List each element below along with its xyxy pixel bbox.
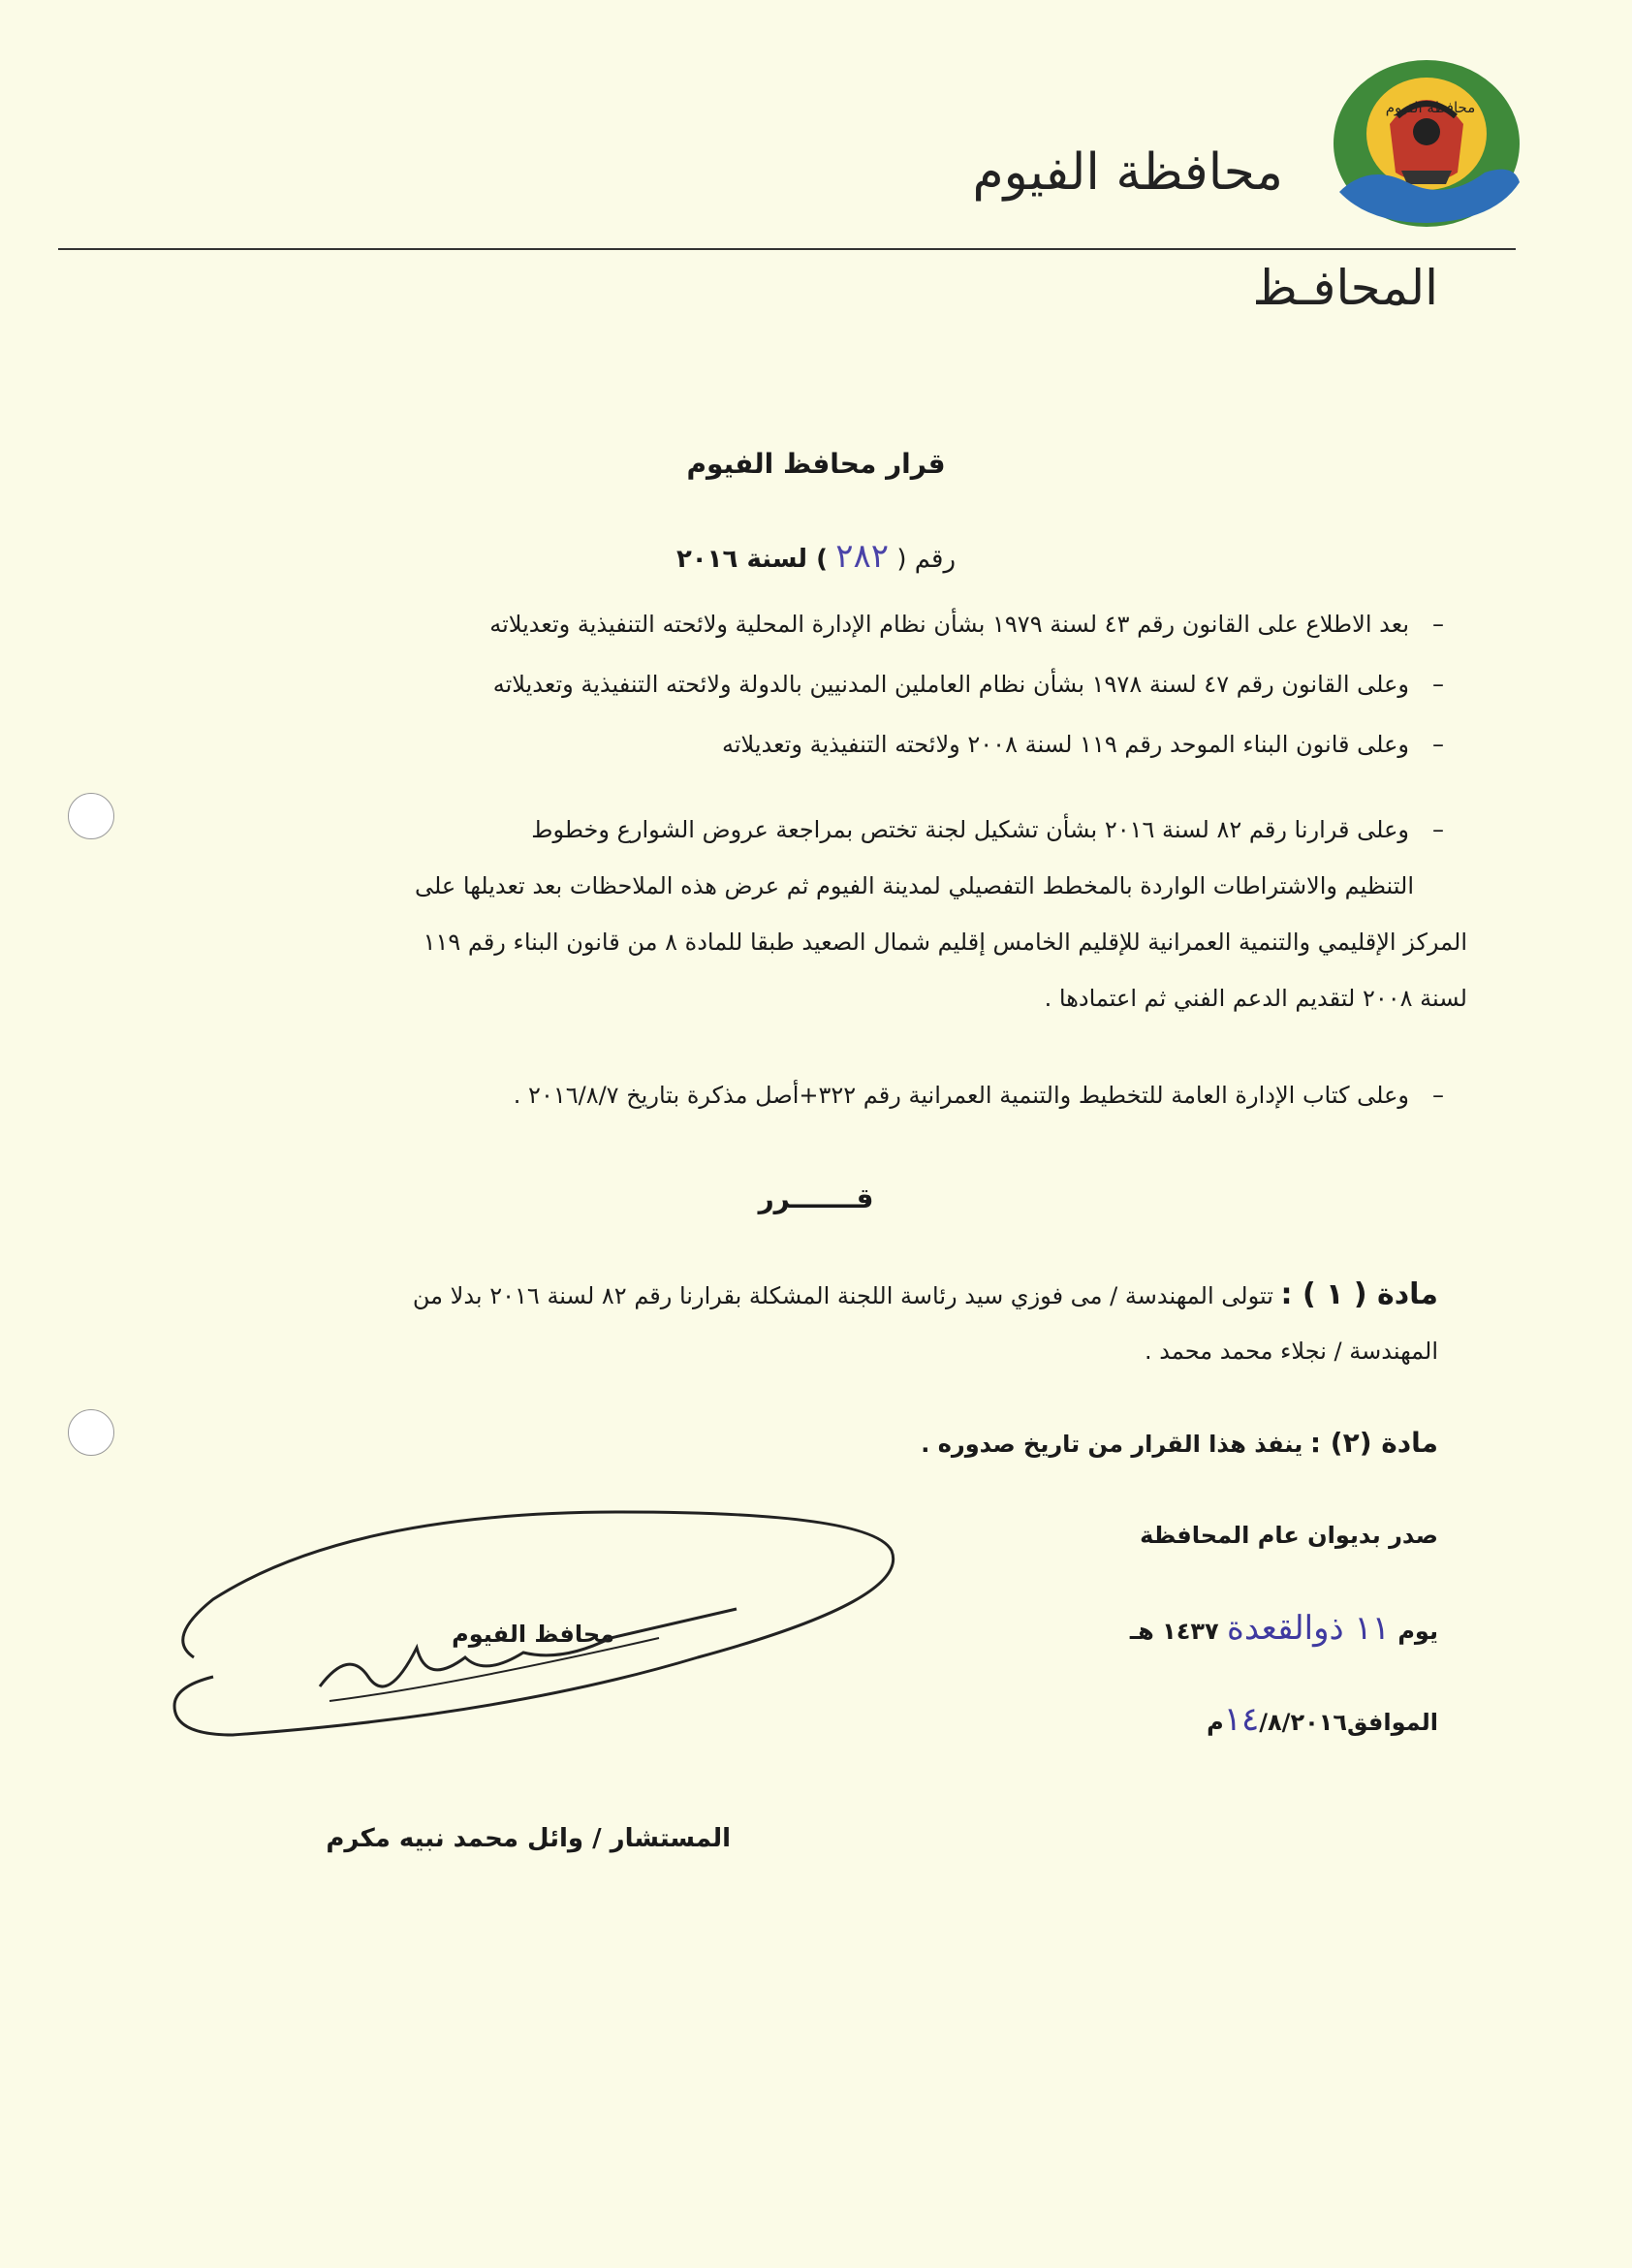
preamble-paragraph-line-4: لسنة ٢٠٠٨ لتقديم الدعم الفني ثم اعتمادها .: [1044, 985, 1467, 1012]
hole-punch: [68, 793, 114, 839]
preamble-item-1-text: بعد الاطلاع على القانون رقم ٤٣ لسنة ١٩٧٩ بشأن نظام الإدارة المحلية ولائحته التنفيذية وتعديلاته: [489, 611, 1409, 638]
day-handwritten: ١١ ذوالقعدة: [1227, 1609, 1390, 1648]
hole-punch: [68, 1409, 114, 1456]
article-1-label: مادة ( ١ ) :: [1280, 1277, 1438, 1311]
fayoum-governorate-logo: [1330, 56, 1523, 231]
paragraph-line-1-text: وعلى قرارنا رقم ٨٢ لسنة ٢٠١٦ بشأن تشكيل لجنة تختص بمراجعة عروض الشوارع وخطوط: [531, 816, 1409, 843]
article-2-text: ينفذ هذا القرار من تاريخ صدوره .: [921, 1431, 1303, 1458]
preamble-item-2: [493, 671, 1467, 698]
day-label: يوم: [1397, 1618, 1438, 1645]
article-2-label: مادة (٢) :: [1309, 1427, 1438, 1459]
hijri-year: ١٤٣٧ هـ: [1129, 1618, 1219, 1645]
logo-text: محافظة الفيوم: [1385, 99, 1476, 116]
article-2: [921, 1427, 1438, 1459]
preamble-item-1: [489, 611, 1467, 638]
decides-heading: قـــــــرر: [758, 1182, 874, 1214]
decree-number-handwritten: ٢٨٢: [835, 537, 890, 576]
article-1-line-2: المهندسة / نجلاء محمد محمد .: [1144, 1338, 1438, 1365]
issue-date: [1207, 1700, 1438, 1739]
bullet-dash: –: [1432, 611, 1444, 638]
handwritten-signature: [155, 1493, 950, 1803]
corresponding-label: الموافق: [1347, 1709, 1438, 1736]
preamble-paragraph-line-1: [531, 816, 1467, 843]
decree-number: [0, 537, 1632, 576]
preamble-paragraph-line-2: التنظيم والاشتراطات الواردة بالمخطط التفصيلي لمدينة الفيوم ثم عرض هذه الملاحظات بعد تعديلها على: [414, 872, 1414, 899]
decree-number-suffix: ) لسنة ٢٠١٦: [675, 545, 829, 574]
article-1-line-1: [413, 1277, 1438, 1311]
decree-number-prefix: رقم (: [896, 545, 957, 574]
bullet-dash: –: [1432, 731, 1444, 758]
governorate-name: محافظة الفيوم: [972, 143, 1283, 202]
date-rest: /٨/٢٠١٦م: [1207, 1709, 1348, 1736]
preamble-paragraph-line-3: المركز الإقليمي والتنمية العمرانية للإقليم الخامس إقليم شمال الصعيد طبقا للمادة ٨ من قانون البناء رقم ١١٩: [423, 929, 1467, 956]
issued-at: صدر بديوان عام المحافظة: [1140, 1522, 1438, 1549]
date-day-handwritten: ١٤: [1223, 1700, 1260, 1739]
decree-title: قرار محافظ الفيوم: [686, 448, 946, 480]
preamble-item-3-text: وعلى قانون البناء الموحد رقم ١١٩ لسنة ٢٠٠٨ ولائحته التنفيذية وتعديلاته: [721, 731, 1409, 758]
signatory-title: محافظ الفيوم: [452, 1621, 614, 1648]
article-1-text: تتولى المهندسة / مى فوزي سيد رئاسة اللجنة المشكلة بقرارنا رقم ٨٢ لسنة ٢٠١٦ بدلا من: [412, 1282, 1273, 1309]
preamble-item-4-text: وعلى كتاب الإدارة العامة للتخطيط والتنمية العمرانية رقم ٣٢٢+أصل مذكرة بتاريخ ٢٠١٦/٨/٧ .: [513, 1082, 1409, 1109]
bullet-dash: –: [1432, 1082, 1444, 1109]
governor-title: المحافـظ: [1252, 260, 1438, 316]
preamble-item-2-text: وعلى القانون رقم ٤٧ لسنة ١٩٧٨ بشأن نظام العاملين المدنيين بالدولة ولائحته التنفيذية وتعديلاته: [492, 671, 1409, 698]
issue-day: [1130, 1609, 1438, 1648]
preamble-item-3: [722, 731, 1467, 758]
header-divider: [58, 248, 1516, 250]
signatory-name: المستشار / وائل محمد نبيه مكرم: [326, 1824, 731, 1853]
bullet-dash: –: [1432, 816, 1444, 843]
preamble-item-4: [514, 1082, 1467, 1109]
bullet-dash: –: [1432, 671, 1444, 698]
